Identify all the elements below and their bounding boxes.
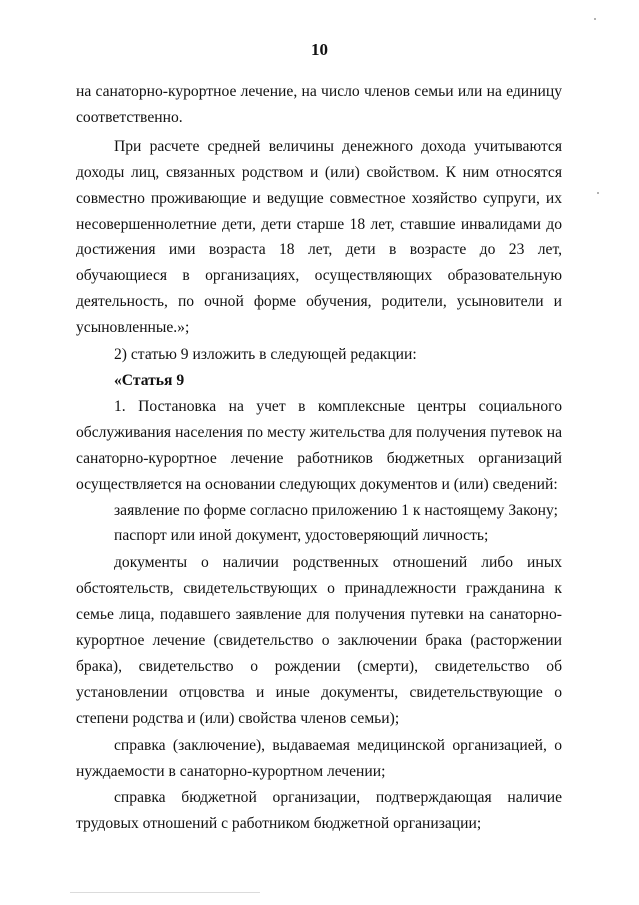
page-number: 10 bbox=[311, 40, 328, 59]
paragraph-amendment-article-9: 2) статью 9 изложить в следующей редакции: bbox=[114, 346, 417, 364]
list-item-passport: паспорт или иной документ, удостоверяющий личность; bbox=[114, 527, 489, 545]
list-item-employment-certificate: справка бюджетной организации, подтверждающая наличие трудовых отношений с работником бюджетной организации; bbox=[76, 789, 562, 833]
scan-smudge bbox=[70, 892, 260, 893]
scan-speck bbox=[594, 18, 596, 20]
paragraph-article-9-clause-1: 1. Постановка на учет в комплексные центры социального обслуживания населения по месту жительства для получения путевок на санаторно-курортное лечение работников бюджетных организаций осуществляется на основании следующих документов и (или) сведений: bbox=[76, 397, 562, 493]
list-item-application: заявление по форме согласно приложению 1 к настоящему Закону; bbox=[114, 501, 558, 519]
list-item-kinship-documents: документы о наличии родственных отношений либо иных обстоятельств, свидетельствующих о принадлежности гражданина к семье лица, подавшего заявление для получения путевки на санаторно-курортное лечение (свидетельство о заключении брака (расторжении брака), свидетельство о рождении (смерти), свидетельство об установлении отцовства и иные документы, свидетельствующие о степени родства и (или) свойства членов семьи); bbox=[76, 554, 562, 727]
scan-speck bbox=[597, 192, 599, 194]
paragraph-continuation: на санаторно-курортное лечение, на число членов семьи или на единицу соответственно. bbox=[76, 83, 562, 126]
list-item-medical-certificate: справка (заключение), выдаваемая медицинской организацией, о нуждаемости в санаторно-курортном лечении; bbox=[76, 736, 562, 780]
paragraph-income-calculation: При расчете средней величины денежного дохода учитываются доходы лиц, связанных родством и (или) свойством. К ним относятся совместно проживающие и ведущие совместное хозяйство супруги, их несовершеннолетние дети, дети старше 18 лет, ставшие инвалидами до достижения ими возраста 18 лет, дети в возрасте до 23 лет, обучающиеся в организациях, осуществляющих образовательную деятельность, по очной форме обучения, родители, усыновители и усыновленные.»; bbox=[76, 137, 562, 337]
document-body bbox=[76, 79, 562, 837]
article-heading: «Статья 9 bbox=[114, 371, 185, 389]
